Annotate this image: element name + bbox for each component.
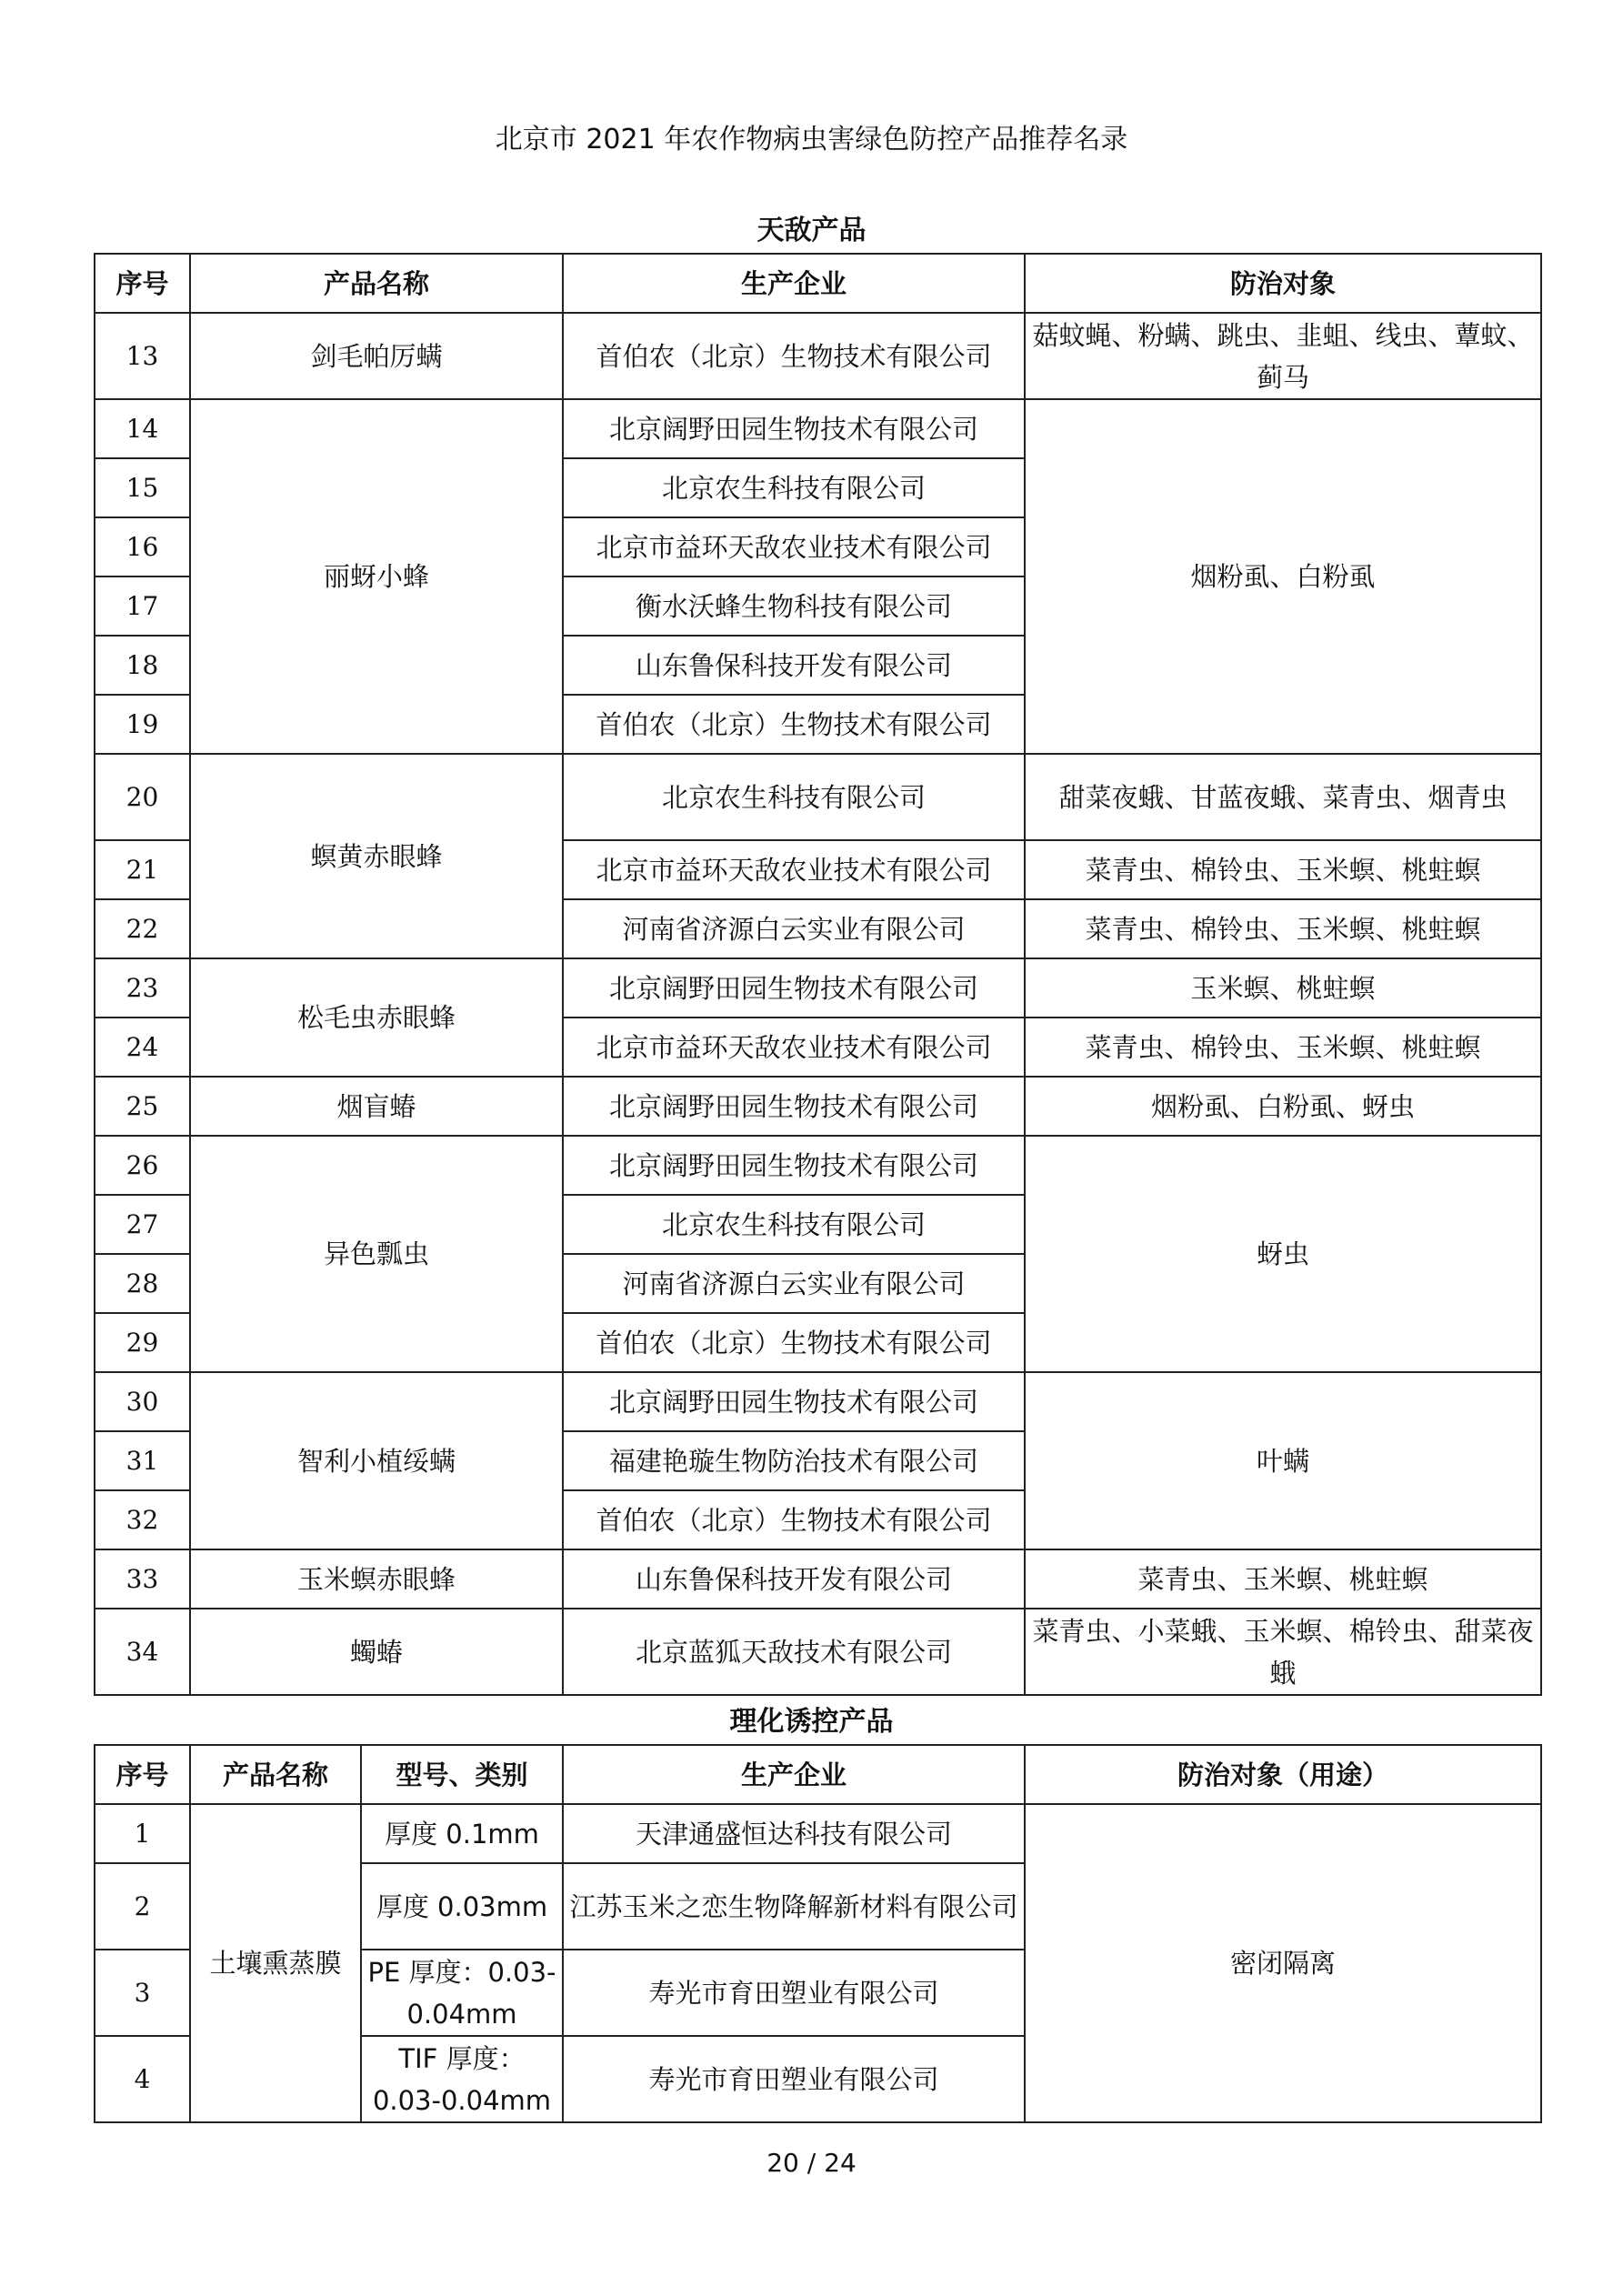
row-no: 26 (95, 1136, 190, 1195)
table-row (95, 1372, 1541, 1431)
header-no: 序号 (95, 1745, 190, 1804)
row-no: 23 (95, 958, 190, 1018)
row-no: 17 (95, 577, 190, 636)
company-name: 北京阔野田园生物技术有限公司 (563, 1372, 1025, 1431)
table-row (95, 399, 1541, 458)
company-name: 首伯农（北京）生物技术有限公司 (563, 1490, 1025, 1549)
row-no: 33 (95, 1549, 190, 1609)
control-target: 菇蚊蝇、粉螨、跳虫、韭蛆、线虫、蕈蚊、蓟马 (1025, 313, 1541, 399)
company-name: 天津通盛恒达科技有限公司 (563, 1804, 1025, 1863)
company-name: 北京阔野田园生物技术有限公司 (563, 399, 1025, 458)
company-name: 河南省济源白云实业有限公司 (563, 1254, 1025, 1313)
table-row (95, 1136, 1541, 1195)
company-name: 山东鲁保科技开发有限公司 (563, 636, 1025, 695)
control-target: 菜青虫、玉米螟、桃蛀螟 (1025, 1549, 1541, 1609)
company-name: 北京蓝狐天敌技术有限公司 (563, 1609, 1025, 1695)
header-model: 型号、类别 (361, 1745, 563, 1804)
control-target: 烟粉虱、白粉虱 (1025, 399, 1541, 754)
company-name: 衡水沃蜂生物科技有限公司 (563, 577, 1025, 636)
product-name: 丽蚜小蜂 (190, 399, 563, 754)
control-target: 甜菜夜蛾、甘蓝夜蛾、菜青虫、烟青虫 (1025, 754, 1541, 840)
row-no: 32 (95, 1490, 190, 1549)
company-name: 江苏玉米之恋生物降解新材料有限公司 (563, 1863, 1025, 1950)
product-name: 异色瓢虫 (190, 1136, 563, 1372)
row-no: 21 (95, 840, 190, 899)
row-no: 15 (95, 458, 190, 517)
row-no: 27 (95, 1195, 190, 1254)
page-number: 20 (766, 2148, 799, 2178)
row-no: 34 (95, 1609, 190, 1695)
control-target: 蚜虫 (1025, 1136, 1541, 1372)
header-product: 产品名称 (190, 254, 563, 313)
header-target: 防治对象（用途） (1025, 1745, 1541, 1804)
header-company: 生产企业 (563, 1745, 1025, 1804)
company-name: 首伯农（北京）生物技术有限公司 (563, 695, 1025, 754)
row-no: 13 (95, 313, 190, 399)
header-product: 产品名称 (190, 1745, 361, 1804)
control-target: 烟粉虱、白粉虱、蚜虫 (1025, 1077, 1541, 1136)
page-separator: / (806, 2148, 817, 2178)
company-name: 北京阔野田园生物技术有限公司 (563, 958, 1025, 1018)
table-row (95, 754, 1541, 840)
section-title-natural-enemies: 天敌产品 (756, 215, 867, 246)
row-no: 14 (95, 399, 190, 458)
table-row (95, 958, 1541, 1018)
page-footer (0, 2148, 1623, 2178)
company-name: 北京市益环天敌农业技术有限公司 (563, 1018, 1025, 1077)
company-name: 北京阔野田园生物技术有限公司 (563, 1136, 1025, 1195)
product-name: 剑毛帕厉螨 (190, 313, 563, 399)
natural-enemy-table (94, 253, 1542, 1696)
table-header-row (95, 254, 1541, 313)
header-target: 防治对象 (1025, 254, 1541, 313)
product-name: 智利小植绥螨 (190, 1372, 563, 1549)
product-name: 松毛虫赤眼蜂 (190, 958, 563, 1077)
company-name: 北京市益环天敌农业技术有限公司 (563, 840, 1025, 899)
control-target: 玉米螟、桃蛀螟 (1025, 958, 1541, 1018)
control-target: 密闭隔离 (1025, 1804, 1541, 2122)
header-company: 生产企业 (563, 254, 1025, 313)
header-no: 序号 (95, 254, 190, 313)
company-name: 寿光市育田塑业有限公司 (563, 2036, 1025, 2122)
row-no: 31 (95, 1431, 190, 1490)
row-no: 16 (95, 517, 190, 577)
company-name: 北京市益环天敌农业技术有限公司 (563, 517, 1025, 577)
row-no: 4 (95, 2036, 190, 2122)
company-name: 北京阔野田园生物技术有限公司 (563, 1077, 1025, 1136)
physical-chemical-table (94, 1744, 1542, 2123)
row-no: 1 (95, 1804, 190, 1863)
control-target: 菜青虫、棉铃虫、玉米螟、桃蛀螟 (1025, 899, 1541, 958)
table-row (95, 1549, 1541, 1609)
row-no: 3 (95, 1950, 190, 2036)
row-no: 29 (95, 1313, 190, 1372)
company-name: 北京农生科技有限公司 (563, 1195, 1025, 1254)
row-no: 24 (95, 1018, 190, 1077)
company-name: 北京农生科技有限公司 (563, 458, 1025, 517)
row-no: 20 (95, 754, 190, 840)
row-no: 30 (95, 1372, 190, 1431)
section-title-physical-chemical: 理化诱控产品 (729, 1706, 894, 1738)
company-name: 首伯农（北京）生物技术有限公司 (563, 313, 1025, 399)
control-target: 菜青虫、小菜蛾、玉米螟、棉铃虫、甜菜夜蛾 (1025, 1609, 1541, 1695)
model-type: 厚度 0.1mm (361, 1804, 563, 1863)
control-target: 叶螨 (1025, 1372, 1541, 1549)
model-type: PE 厚度：0.03-0.04mm (361, 1950, 563, 2036)
control-target: 菜青虫、棉铃虫、玉米螟、桃蛀螟 (1025, 840, 1541, 899)
product-name: 土壤熏蒸膜 (190, 1804, 361, 2122)
table-row (95, 1077, 1541, 1136)
row-no: 2 (95, 1863, 190, 1950)
document-title: 北京市 2021 年农作物病虫害绿色防控产品推荐名录 (495, 124, 1128, 155)
company-name: 北京农生科技有限公司 (563, 754, 1025, 840)
row-no: 19 (95, 695, 190, 754)
page-total: 24 (824, 2148, 857, 2178)
row-no: 28 (95, 1254, 190, 1313)
product-name: 螟黄赤眼蜂 (190, 754, 563, 958)
table-header-row (95, 1745, 1541, 1804)
company-name: 福建艳璇生物防治技术有限公司 (563, 1431, 1025, 1490)
control-target: 菜青虫、棉铃虫、玉米螟、桃蛀螟 (1025, 1018, 1541, 1077)
company-name: 河南省济源白云实业有限公司 (563, 899, 1025, 958)
table-row (95, 1804, 1541, 1863)
table-row (95, 313, 1541, 399)
table-row (95, 1609, 1541, 1695)
product-name: 蠋蝽 (190, 1609, 563, 1695)
row-no: 25 (95, 1077, 190, 1136)
product-name: 玉米螟赤眼蜂 (190, 1549, 563, 1609)
company-name: 寿光市育田塑业有限公司 (563, 1950, 1025, 2036)
model-type: TIF 厚度：0.03-0.04mm (361, 2036, 563, 2122)
product-name: 烟盲蝽 (190, 1077, 563, 1136)
company-name: 山东鲁保科技开发有限公司 (563, 1549, 1025, 1609)
row-no: 18 (95, 636, 190, 695)
model-type: 厚度 0.03mm (361, 1863, 563, 1950)
company-name: 首伯农（北京）生物技术有限公司 (563, 1313, 1025, 1372)
row-no: 22 (95, 899, 190, 958)
